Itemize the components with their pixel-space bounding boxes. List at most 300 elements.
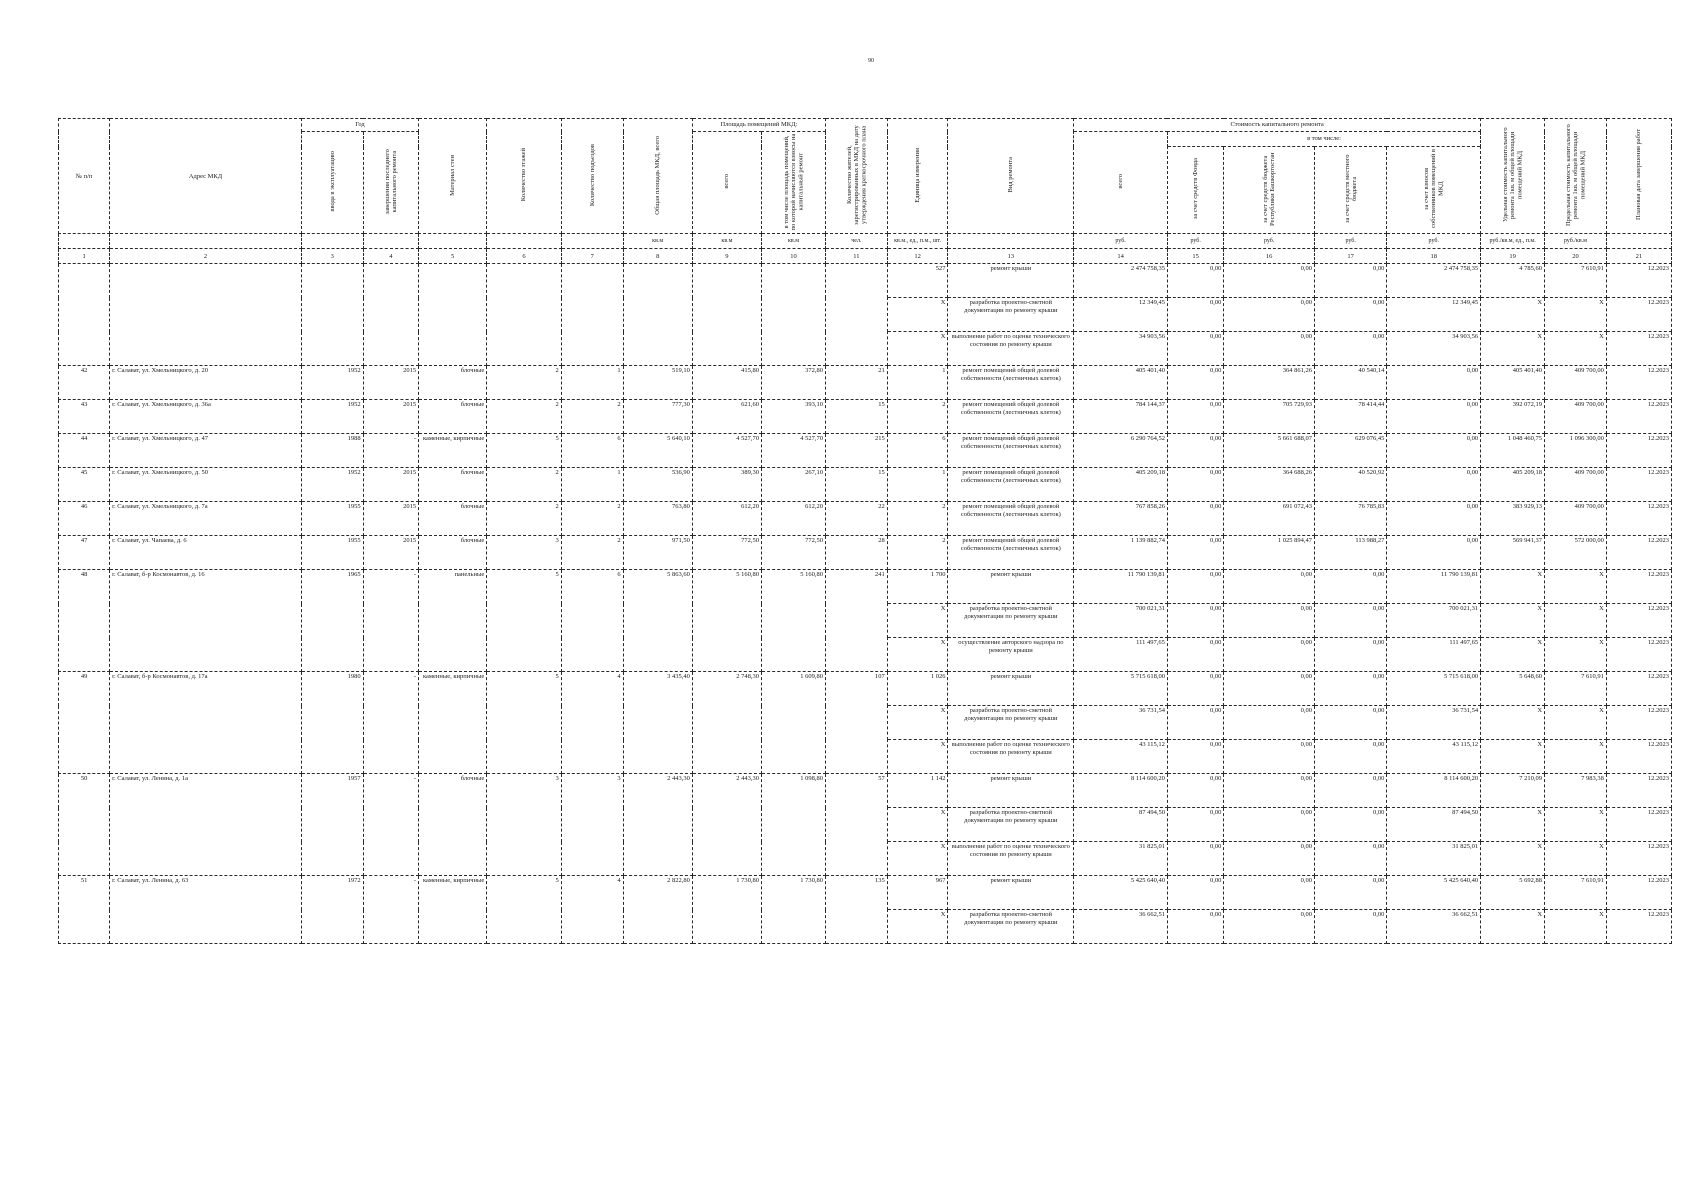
- cost-owners-cell: 0,00: [1387, 502, 1481, 536]
- completion-date-cell: 12.2023: [1606, 400, 1671, 434]
- unit-cost-cell: X: [1481, 332, 1545, 366]
- cost-local-cell: 76 785,83: [1314, 502, 1386, 536]
- col-number: 2: [110, 249, 302, 264]
- quantity-cell: X: [887, 604, 948, 638]
- year-built-cell: 1955: [301, 536, 363, 570]
- wall-material-cell: каменные, кирпичные: [419, 876, 487, 944]
- premises-area-cell: 2 443,30: [692, 774, 761, 876]
- cost-fund-cell: 0,00: [1167, 706, 1223, 740]
- completion-date-cell: 12.2023: [1606, 876, 1671, 910]
- col-number: 10: [762, 249, 826, 264]
- address-cell: г. Салават, ул. Чапаева, д. 6: [110, 536, 302, 570]
- limit-cost-cell: X: [1545, 332, 1607, 366]
- unit-cost-cell: X: [1481, 298, 1545, 332]
- row-number-cell: 51: [59, 876, 110, 944]
- residents-cell: 107: [825, 672, 887, 774]
- unit-cost-cell: X: [1481, 570, 1545, 604]
- cost-owners-cell: 36 662,51: [1387, 910, 1481, 944]
- table-body: [59, 264, 1672, 944]
- completion-date-cell: 12.2023: [1606, 604, 1671, 638]
- last-repair-cell: -: [363, 570, 418, 672]
- wall-material-cell: блочные: [419, 502, 487, 536]
- repair-type-cell: разработка проектно-сметной документации по ремонту крыши: [948, 808, 1074, 842]
- cost-fund-cell: 0,00: [1167, 638, 1223, 672]
- wall-material-cell: [419, 264, 487, 366]
- wall-material-cell: каменные, кирпичные: [419, 672, 487, 774]
- cost-local-cell: 0,00: [1314, 604, 1386, 638]
- address-cell: г. Салават, б-р Космонавтов, д. 17а: [110, 672, 302, 774]
- cost-owners-cell: 0,00: [1387, 434, 1481, 468]
- total-area-cell: 971,50: [623, 536, 692, 570]
- completion-date-cell: 12.2023: [1606, 434, 1671, 468]
- cost-fund-cell: 0,00: [1167, 298, 1223, 332]
- cost-total-cell: 111 497,65: [1074, 638, 1168, 672]
- last-repair-cell: -: [363, 774, 418, 876]
- col-number: 1: [59, 249, 110, 264]
- fee-area-cell: 1 730,80: [762, 876, 826, 944]
- cost-local-cell: 0,00: [1314, 298, 1386, 332]
- header-cell: за счет средств местного бюджета: [1314, 147, 1386, 234]
- fee-area-cell: 393,10: [762, 400, 826, 434]
- cost-republic-cell: 0,00: [1224, 808, 1315, 842]
- cost-fund-cell: 0,00: [1167, 332, 1223, 366]
- unit-cost-cell: X: [1481, 740, 1545, 774]
- unit-cell: чел.: [825, 234, 887, 249]
- row-number-cell: 46: [59, 502, 110, 536]
- address-cell: г. Салават, ул. Хмельницкого, д. 36а: [110, 400, 302, 434]
- quantity-cell: X: [887, 332, 948, 366]
- premises-area-cell: 415,80: [692, 366, 761, 400]
- unit-cost-cell: 4 785,60: [1481, 264, 1545, 298]
- cost-total-cell: 87 494,50: [1074, 808, 1168, 842]
- wall-material-cell: каменные, кирпичные: [419, 434, 487, 468]
- repair-type-cell: разработка проектно-сметной документации по ремонту крыши: [948, 706, 1074, 740]
- unit-cost-cell: 405 401,40: [1481, 366, 1545, 400]
- cost-local-cell: 0,00: [1314, 910, 1386, 944]
- wall-material-cell: блочные: [419, 468, 487, 502]
- cost-republic-cell: 0,00: [1224, 842, 1315, 876]
- column-numbers-row: [59, 249, 1672, 264]
- quantity-cell: X: [887, 638, 948, 672]
- fee-area-cell: 5 160,80: [762, 570, 826, 672]
- year-built-cell: 1972: [301, 876, 363, 944]
- entrances-cell: 1: [561, 468, 623, 502]
- repair-type-cell: осуществление авторского надзора по ремонту крыши: [948, 638, 1074, 672]
- address-cell: г. Салават, ул. Хмельницкого, д. 7а: [110, 502, 302, 536]
- limit-cost-cell: 572 000,00: [1545, 536, 1607, 570]
- total-area-cell: 2 822,80: [623, 876, 692, 944]
- col-number: 19: [1481, 249, 1545, 264]
- quantity-cell: 1 142: [887, 774, 948, 808]
- cost-owners-cell: 700 021,31: [1387, 604, 1481, 638]
- table-row: [59, 502, 1672, 536]
- cost-owners-cell: 5 425 640,40: [1387, 876, 1481, 910]
- cost-republic-cell: 705 729,93: [1224, 400, 1315, 434]
- residents-cell: 57: [825, 774, 887, 876]
- residents-cell: 15: [825, 468, 887, 502]
- completion-date-cell: 12.2023: [1606, 774, 1671, 808]
- header-cell: Стоимость капитального ремонта: [1074, 119, 1481, 132]
- entrances-cell: 4: [561, 876, 623, 944]
- wall-material-cell: блочные: [419, 366, 487, 400]
- residents-cell: 15: [825, 400, 887, 434]
- cost-owners-cell: 5 715 618,00: [1387, 672, 1481, 706]
- completion-date-cell: 12.2023: [1606, 468, 1671, 502]
- repair-type-cell: разработка проектно-сметной документации по ремонту крыши: [948, 910, 1074, 944]
- header-cell: всего: [692, 132, 761, 234]
- cost-republic-cell: 5 661 688,07: [1224, 434, 1315, 468]
- premises-area-cell: [692, 264, 761, 366]
- col-number: 6: [487, 249, 562, 264]
- floors-cell: 2: [487, 502, 562, 536]
- total-area-cell: 5 863,60: [623, 570, 692, 672]
- unit-cost-cell: 5 648,60: [1481, 672, 1545, 706]
- header-cell: Количество этажей: [487, 119, 562, 234]
- total-area-cell: [623, 264, 692, 366]
- year-built-cell: 1965: [301, 570, 363, 672]
- cost-fund-cell: 0,00: [1167, 774, 1223, 808]
- repair-type-cell: ремонт крыши: [948, 570, 1074, 604]
- cost-fund-cell: 0,00: [1167, 808, 1223, 842]
- entrances-cell: 3: [561, 774, 623, 876]
- cost-republic-cell: 0,00: [1224, 774, 1315, 808]
- limit-cost-cell: 7 983,38: [1545, 774, 1607, 808]
- header-cell: Площадь помещений МКД:: [692, 119, 825, 132]
- header-cell: Адрес МКД: [110, 119, 302, 234]
- quantity-cell: X: [887, 842, 948, 876]
- col-number: 12: [887, 249, 948, 264]
- address-cell: г. Салават, ул. Ленина, д. 1а: [110, 774, 302, 876]
- cost-total-cell: 5 425 640,40: [1074, 876, 1168, 910]
- repair-type-cell: ремонт помещений общей долевой собственности (лестничных клеток): [948, 400, 1074, 434]
- limit-cost-cell: X: [1545, 910, 1607, 944]
- last-repair-cell: -: [363, 672, 418, 774]
- cost-fund-cell: 0,00: [1167, 434, 1223, 468]
- cost-total-cell: 784 144,37: [1074, 400, 1168, 434]
- cost-republic-cell: 0,00: [1224, 876, 1315, 910]
- year-built-cell: 1952: [301, 366, 363, 400]
- unit-cell: кв.м: [623, 234, 692, 249]
- cost-republic-cell: 0,00: [1224, 706, 1315, 740]
- cost-total-cell: 1 139 882,74: [1074, 536, 1168, 570]
- row-number-cell: 49: [59, 672, 110, 774]
- address-cell: [110, 264, 302, 366]
- cost-local-cell: 0,00: [1314, 774, 1386, 808]
- quantity-cell: 1 026: [887, 672, 948, 706]
- limit-cost-cell: 409 700,00: [1545, 366, 1607, 400]
- address-cell: г. Салават, ул. Хмельницкого, д. 47: [110, 434, 302, 468]
- col-number: 21: [1606, 249, 1671, 264]
- cost-fund-cell: 0,00: [1167, 842, 1223, 876]
- units-row: [59, 234, 1672, 249]
- cost-owners-cell: 31 825,01: [1387, 842, 1481, 876]
- completion-date-cell: 12.2023: [1606, 332, 1671, 366]
- quantity-cell: X: [887, 706, 948, 740]
- completion-date-cell: 12.2023: [1606, 570, 1671, 604]
- cost-fund-cell: 0,00: [1167, 400, 1223, 434]
- cost-owners-cell: 43 115,12: [1387, 740, 1481, 774]
- cost-local-cell: 0,00: [1314, 842, 1386, 876]
- cost-local-cell: 629 076,45: [1314, 434, 1386, 468]
- completion-date-cell: 12.2023: [1606, 536, 1671, 570]
- col-number: 13: [948, 249, 1074, 264]
- address-cell: г. Салават, ул. Хмельницкого, д. 20: [110, 366, 302, 400]
- limit-cost-cell: X: [1545, 298, 1607, 332]
- table-row: [59, 264, 1672, 298]
- cost-fund-cell: 0,00: [1167, 570, 1223, 604]
- cost-total-cell: 36 731,54: [1074, 706, 1168, 740]
- cost-total-cell: 6 290 764,52: [1074, 434, 1168, 468]
- floors-cell: [487, 264, 562, 366]
- col-number: 20: [1545, 249, 1607, 264]
- cost-republic-cell: 0,00: [1224, 298, 1315, 332]
- header-cell: Предельная стоимость капитального ремонта 1кв. м общей площади помещений МКД: [1545, 119, 1607, 234]
- limit-cost-cell: X: [1545, 604, 1607, 638]
- total-area-cell: 5 640,10: [623, 434, 692, 468]
- row-number-cell: 47: [59, 536, 110, 570]
- cost-republic-cell: 0,00: [1224, 672, 1315, 706]
- repair-type-cell: ремонт крыши: [948, 264, 1074, 298]
- unit-cell: руб.: [1224, 234, 1315, 249]
- row-number-cell: 48: [59, 570, 110, 672]
- col-number: 8: [623, 249, 692, 264]
- unit-cell: руб./кв.м, ед., п.м.: [1481, 234, 1545, 249]
- cost-local-cell: 0,00: [1314, 332, 1386, 366]
- unit-cost-cell: 1 048 460,75: [1481, 434, 1545, 468]
- residents-cell: 21: [825, 366, 887, 400]
- limit-cost-cell: X: [1545, 740, 1607, 774]
- header-cell: Материал стен: [419, 119, 487, 234]
- col-number: 11: [825, 249, 887, 264]
- floors-cell: 2: [487, 468, 562, 502]
- unit-cost-cell: X: [1481, 604, 1545, 638]
- unit-cell: руб.: [1167, 234, 1223, 249]
- unit-cost-cell: X: [1481, 808, 1545, 842]
- premises-area-cell: 2 748,30: [692, 672, 761, 774]
- limit-cost-cell: 7 610,91: [1545, 876, 1607, 910]
- header-cell: Количество жителей, зарегистрированных в МКД на дату утверждения краткосрочного плана: [825, 119, 887, 234]
- table-row: [59, 434, 1672, 468]
- unit-cost-cell: X: [1481, 842, 1545, 876]
- header-cell: за счет взносов собственников помещений в МКД: [1387, 147, 1481, 234]
- cost-fund-cell: 0,00: [1167, 502, 1223, 536]
- unit-cost-cell: 7 210,09: [1481, 774, 1545, 808]
- header-cell: ввода в эксплуатацию: [301, 132, 363, 234]
- col-number: 3: [301, 249, 363, 264]
- total-area-cell: 777,30: [623, 400, 692, 434]
- unit-cell: руб.: [1387, 234, 1481, 249]
- repair-type-cell: ремонт крыши: [948, 876, 1074, 910]
- cost-local-cell: 0,00: [1314, 638, 1386, 672]
- cost-republic-cell: 0,00: [1224, 638, 1315, 672]
- limit-cost-cell: 409 700,00: [1545, 400, 1607, 434]
- cost-republic-cell: 0,00: [1224, 264, 1315, 298]
- unit-cost-cell: X: [1481, 910, 1545, 944]
- cost-local-cell: 113 988,27: [1314, 536, 1386, 570]
- residents-cell: 215: [825, 434, 887, 468]
- header-cell: завершения последнего капитального ремонта: [363, 132, 418, 234]
- year-built-cell: 1988: [301, 434, 363, 468]
- repair-type-cell: разработка проектно-сметной документации по ремонту крыши: [948, 604, 1074, 638]
- fee-area-cell: 1 098,80: [762, 774, 826, 876]
- residents-cell: 28: [825, 536, 887, 570]
- premises-area-cell: 621,60: [692, 400, 761, 434]
- header-cell: Единица измерения: [887, 119, 948, 234]
- quantity-cell: 1: [887, 366, 948, 400]
- address-cell: г. Салават, ул. Ленина, д. 63: [110, 876, 302, 944]
- cost-total-cell: 767 858,26: [1074, 502, 1168, 536]
- cost-owners-cell: 0,00: [1387, 366, 1481, 400]
- header-cell: Вид ремонта: [948, 119, 1074, 234]
- unit-cost-cell: 383 929,13: [1481, 502, 1545, 536]
- completion-date-cell: 12.2023: [1606, 672, 1671, 706]
- cost-republic-cell: 364 861,26: [1224, 366, 1315, 400]
- repair-type-cell: выполнение работ по оценке технического состояния по ремонту крыши: [948, 332, 1074, 366]
- cost-total-cell: 11 790 139,81: [1074, 570, 1168, 604]
- cost-total-cell: 700 021,31: [1074, 604, 1168, 638]
- table-row: [59, 536, 1672, 570]
- table-header: [59, 119, 1672, 264]
- premises-area-cell: 612,20: [692, 502, 761, 536]
- repair-type-cell: выполнение работ по оценке технического состояния по ремонту крыши: [948, 842, 1074, 876]
- quantity-cell: 2: [887, 502, 948, 536]
- premises-area-cell: 5 160,80: [692, 570, 761, 672]
- unit-cost-cell: 405 209,18: [1481, 468, 1545, 502]
- cost-total-cell: 405 209,18: [1074, 468, 1168, 502]
- header-cell: Количество подъездов: [561, 119, 623, 234]
- quantity-cell: 967: [887, 876, 948, 910]
- header-cell: в том числе площадь помещений, по которой начисляются взносы на капитальный ремонт: [762, 132, 826, 234]
- quantity-cell: X: [887, 808, 948, 842]
- cost-total-cell: 2 474 758,35: [1074, 264, 1168, 298]
- header-cell: за счет средств Фонда: [1167, 147, 1223, 234]
- completion-date-cell: 12.2023: [1606, 264, 1671, 298]
- cost-fund-cell: 0,00: [1167, 672, 1223, 706]
- quantity-cell: 527: [887, 264, 948, 298]
- completion-date-cell: 12.2023: [1606, 366, 1671, 400]
- cost-republic-cell: 0,00: [1224, 740, 1315, 774]
- address-cell: г. Салават, б-р Космонавтов, д. 16: [110, 570, 302, 672]
- row-number-cell: 42: [59, 366, 110, 400]
- cost-republic-cell: 0,00: [1224, 910, 1315, 944]
- table-row: [59, 876, 1672, 910]
- quantity-cell: X: [887, 298, 948, 332]
- table-row: [59, 774, 1672, 808]
- fee-area-cell: 267,10: [762, 468, 826, 502]
- last-repair-cell: 2015: [363, 366, 418, 400]
- cost-total-cell: 8 114 600,20: [1074, 774, 1168, 808]
- completion-date-cell: 12.2023: [1606, 910, 1671, 944]
- table-row: [59, 468, 1672, 502]
- wall-material-cell: блочные: [419, 536, 487, 570]
- quantity-cell: 2: [887, 536, 948, 570]
- unit-cell: руб./кв.м: [1545, 234, 1607, 249]
- cost-local-cell: 0,00: [1314, 264, 1386, 298]
- col-number: 16: [1224, 249, 1315, 264]
- cost-owners-cell: 36 731,54: [1387, 706, 1481, 740]
- limit-cost-cell: X: [1545, 842, 1607, 876]
- last-repair-cell: 2015: [363, 502, 418, 536]
- year-built-cell: 1952: [301, 468, 363, 502]
- entrances-cell: 4: [561, 672, 623, 774]
- capital-repair-table: [58, 118, 1672, 944]
- last-repair-cell: 2015: [363, 536, 418, 570]
- premises-area-cell: 4 527,70: [692, 434, 761, 468]
- floors-cell: 5: [487, 434, 562, 468]
- cost-owners-cell: 87 494,50: [1387, 808, 1481, 842]
- cost-republic-cell: 0,00: [1224, 604, 1315, 638]
- completion-date-cell: 12.2023: [1606, 842, 1671, 876]
- col-number: 15: [1167, 249, 1223, 264]
- repair-type-cell: разработка проектно-сметной документации по ремонту крыши: [948, 298, 1074, 332]
- limit-cost-cell: 7 610,91: [1545, 264, 1607, 298]
- header-cell: № п/п: [59, 119, 110, 234]
- cost-republic-cell: 1 025 894,47: [1224, 536, 1315, 570]
- unit-cost-cell: X: [1481, 638, 1545, 672]
- row-number-cell: [59, 264, 110, 366]
- cost-local-cell: 40 520,92: [1314, 468, 1386, 502]
- col-number: 17: [1314, 249, 1386, 264]
- cost-local-cell: 0,00: [1314, 876, 1386, 910]
- total-area-cell: 763,80: [623, 502, 692, 536]
- cost-fund-cell: 0,00: [1167, 468, 1223, 502]
- cost-republic-cell: 0,00: [1224, 332, 1315, 366]
- total-area-cell: 3 435,40: [623, 672, 692, 774]
- cost-total-cell: 5 715 618,00: [1074, 672, 1168, 706]
- premises-area-cell: 1 730,80: [692, 876, 761, 944]
- quantity-cell: 2: [887, 400, 948, 434]
- last-repair-cell: 2015: [363, 468, 418, 502]
- total-area-cell: 536,90: [623, 468, 692, 502]
- last-repair-cell: 2015: [363, 400, 418, 434]
- wall-material-cell: панельные: [419, 570, 487, 672]
- cost-local-cell: 0,00: [1314, 570, 1386, 604]
- entrances-cell: 2: [561, 502, 623, 536]
- completion-date-cell: 12.2023: [1606, 638, 1671, 672]
- residents-cell: 135: [825, 876, 887, 944]
- unit-cost-cell: 5 692,88: [1481, 876, 1545, 910]
- year-built-cell: 1952: [301, 400, 363, 434]
- entrances-cell: 2: [561, 400, 623, 434]
- col-number: 9: [692, 249, 761, 264]
- last-repair-cell: -: [363, 434, 418, 468]
- total-area-cell: 2 443,30: [623, 774, 692, 876]
- row-number-cell: 50: [59, 774, 110, 876]
- year-built-cell: 1980: [301, 672, 363, 774]
- entrances-cell: [561, 264, 623, 366]
- limit-cost-cell: 409 700,00: [1545, 468, 1607, 502]
- repair-type-cell: ремонт помещений общей долевой собственности (лестничных клеток): [948, 468, 1074, 502]
- limit-cost-cell: 1 096 300,00: [1545, 434, 1607, 468]
- quantity-cell: X: [887, 910, 948, 944]
- unit-cell: кв.м: [762, 234, 826, 249]
- year-built-cell: 1955: [301, 502, 363, 536]
- completion-date-cell: 12.2023: [1606, 706, 1671, 740]
- last-repair-cell: -: [363, 876, 418, 944]
- year-built-cell: 1957: [301, 774, 363, 876]
- col-number: 7: [561, 249, 623, 264]
- residents-cell: 22: [825, 502, 887, 536]
- unit-cell: руб.: [1074, 234, 1168, 249]
- total-area-cell: 519,10: [623, 366, 692, 400]
- premises-area-cell: 389,30: [692, 468, 761, 502]
- cost-total-cell: 43 115,12: [1074, 740, 1168, 774]
- cost-local-cell: 0,00: [1314, 672, 1386, 706]
- cost-owners-cell: 8 114 600,20: [1387, 774, 1481, 808]
- unit-cell: кв.м: [692, 234, 761, 249]
- cost-local-cell: 0,00: [1314, 706, 1386, 740]
- repair-type-cell: ремонт помещений общей долевой собственности (лестничных клеток): [948, 434, 1074, 468]
